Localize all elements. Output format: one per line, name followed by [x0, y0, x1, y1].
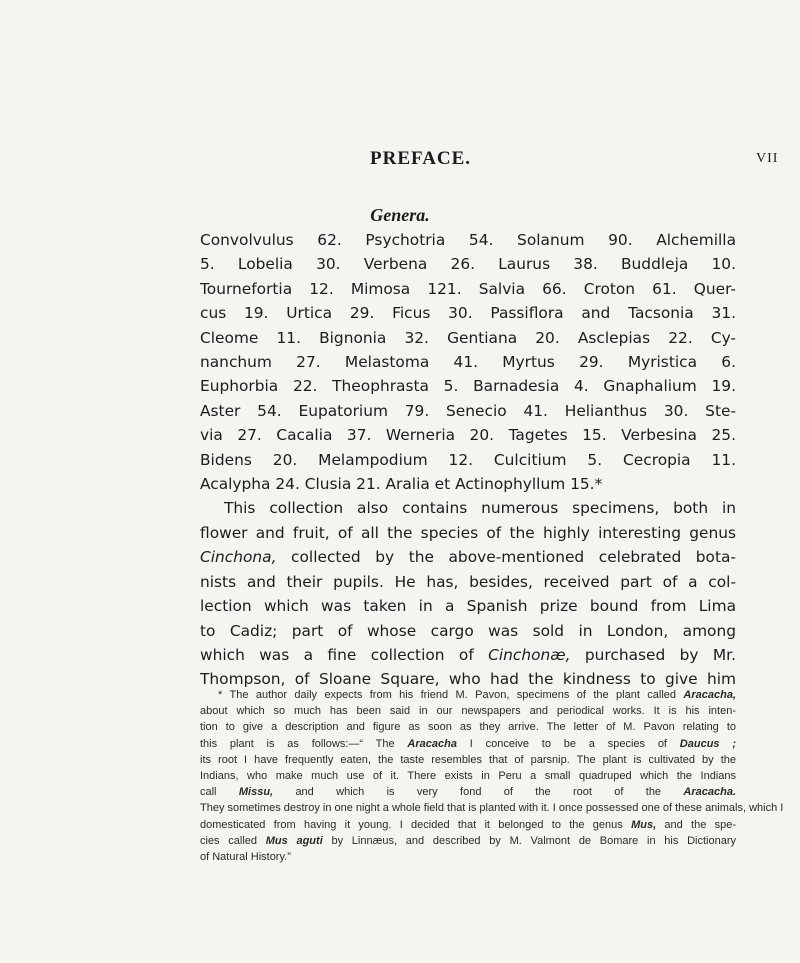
genera-line: cus 19. Urtica 29. Ficus 30. Passiflora and Tacsonia 31. [200, 304, 736, 323]
page-number: VII [756, 151, 779, 166]
paragraph-line: lection which was taken in a Spanish prize bound from Lima [200, 597, 736, 616]
main-text [200, 228, 736, 692]
genera-line: nanchum 27. Melastoma 41. Myrtus 29. Myristica 6. [200, 353, 736, 372]
footnote-line: of Natural History.” [200, 851, 291, 864]
genera-line: via 27. Cacalia 37. Werneria 20. Tagetes 15. Verbesina 25. [200, 426, 736, 445]
footnote-line: this plant is as follows:—“ The Aracacha I conceive to be a species of Daucus ; [200, 737, 736, 750]
genera-line: Aster 54. Eupatorium 79. Senecio 41. Helianthus 30. Ste- [200, 401, 736, 420]
footnote-line: about which so much has been said in our newspapers and periodical works. It is his inten- [200, 705, 736, 718]
running-title: PREFACE. [370, 148, 472, 169]
paragraph-line: flower and fruit, of all the species of the highly interesting genus [200, 523, 736, 542]
genera-line: Bidens 20. Melampodium 12. Culcitium 5. Cecropia 11. [200, 450, 736, 469]
footnote-line: tion to give a description and figure as soon as they arrive. The letter of M. Pavon relating to [200, 721, 736, 734]
genera-line: Tournefortia 12. Mimosa 121. Salvia 66. Croton 61. Quer- [200, 279, 736, 298]
genera-heading: Genera. [370, 205, 430, 225]
footnote [200, 687, 784, 865]
footnote-line: cies called Mus aguti by Linnæus, and described by M. Valmont de Bomare in his Dictionary [200, 834, 736, 847]
footnote-line: They sometimes destroy in one night a whole field that is planted with it. I once possessed one of these animals, which I [200, 802, 784, 815]
paragraph-line: to Cadiz; part of whose cargo was sold in London, among [200, 621, 736, 640]
collection-paragraph [200, 496, 736, 691]
footnote-line: its root I have frequently eaten, the taste resembles that of parsnip. The plant is cultivated by the [200, 753, 736, 766]
genera-line: Cleome 11. Bignonia 32. Gentiana 20. Asclepias 22. Cy- [200, 328, 736, 347]
footnote-line: call Missu, and which is very fond of the root of the Aracacha. [200, 786, 736, 799]
paragraph-line: which was a fine collection of Cinchonæ, purchased by Mr. [200, 645, 736, 664]
paragraph-line: Thompson, of Sloane Square, who had the kindness to give him [200, 670, 736, 689]
footnote-line: * The author daily expects from his friend M. Pavon, specimens of the plant called Aracacha, [218, 689, 736, 701]
paragraph-line: This collection also contains numerous specimens, both in [224, 499, 736, 518]
genera-line: Acalypha 24. Clusia 21. Aralia et Actinophyllum 15.* [200, 475, 603, 494]
genera-line: Euphorbia 22. Theophrasta 5. Barnadesia 4. Gnaphalium 19. [200, 377, 736, 396]
running-header [0, 148, 800, 178]
genera-line: 5. Lobelia 30. Verbena 26. Laurus 38. Buddleja 10. [200, 255, 736, 274]
paragraph-line: nists and their pupils. He has, besides, received part of a col- [200, 572, 736, 591]
genera-list [200, 228, 736, 496]
footnote-line: domesticated from having it young. I decided that it belonged to the genus Mus, and the spe- [200, 818, 736, 831]
footnote-line: Indians, who make much use of it. There exists in Peru a small quadruped which the Indians [200, 770, 736, 783]
paragraph-line: Cinchona, collected by the above-mentioned celebrated bota- [200, 548, 736, 567]
genera-line: Convolvulus 62. Psychotria 54. Solanum 90. Alchemilla [200, 231, 736, 249]
